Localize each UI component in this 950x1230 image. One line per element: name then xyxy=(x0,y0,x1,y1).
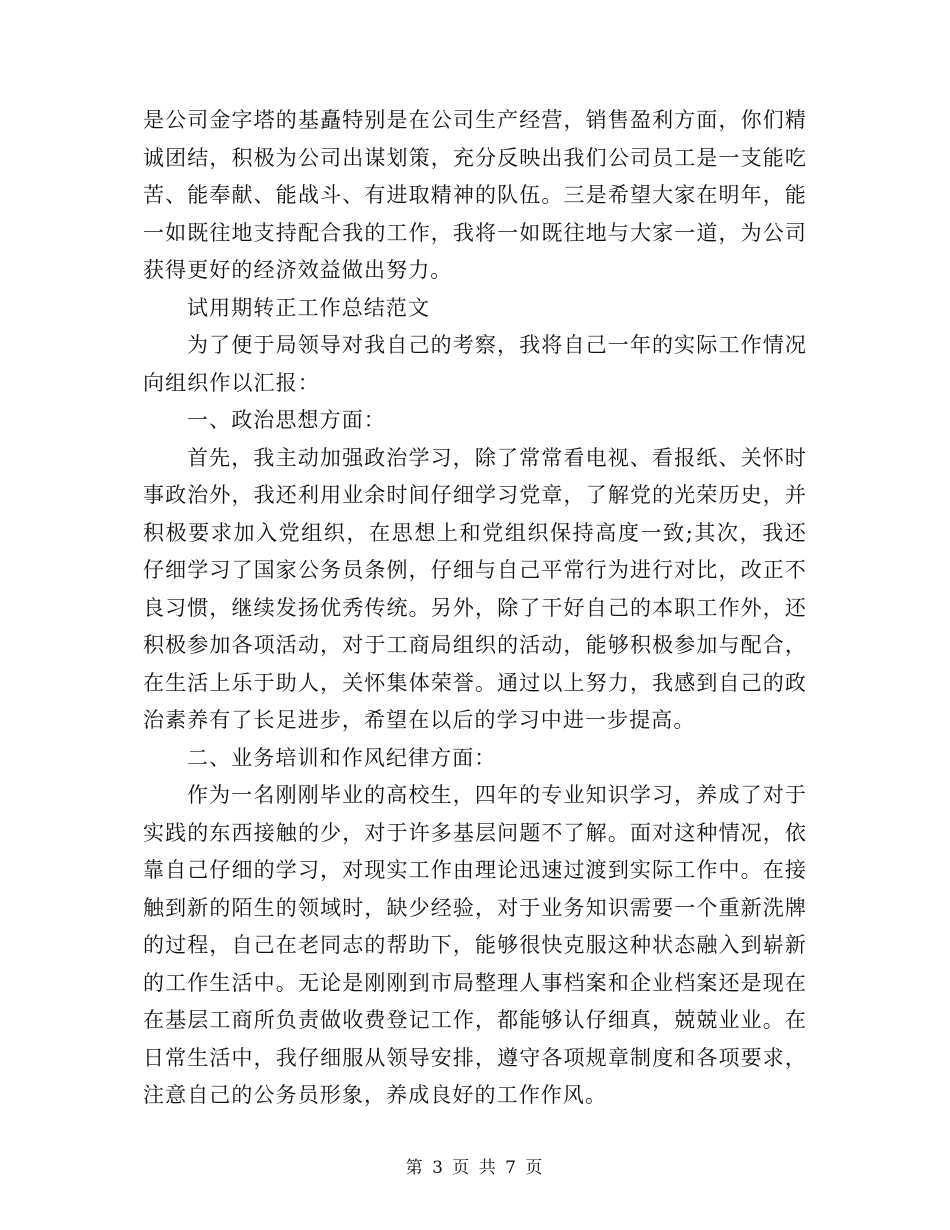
paragraph-opening: 为了便于局领导对我自己的考察，我将自己一年的实际工作情况向组织作以汇报： xyxy=(143,333,807,395)
heading-political-thought: 一、政治思想方面： xyxy=(187,408,386,432)
paragraph-political-thought: 首先，我主动加强政治学习，除了常常看电视、看报纸、关怀时事政治外，我还利用业余时间仔细学习党章，了解党的光荣历史，并积极要求加入党组织，在思想上和党组织保持高度一致;其次，我还仔细学习了国家公务员条例，仔细与自己平常行为进行对比，改正不良习惯，继续发扬优秀传统。另外，除了干好自己的本职工作外，还积极参加各项活动，对于工商局组织的活动，能够积极参加与配合，在生活上乐于助人，关怀集体荣誉。通过以上努力，我感到自己的政治素养有了长足进步，希望在以后的学习中进一步提高。 xyxy=(143,445,807,732)
page-number-footer: 第 3 页 共 7 页 xyxy=(405,1158,545,1178)
heading-business-training: 二、业务培训和作风纪律方面： xyxy=(187,745,497,770)
paragraph-business-training: 作为一名刚刚毕业的高校生，四年的专业知识学习，养成了对于实践的东西接触的少，对于许多基层问题不了解。面对这种情况，依靠自己仔细的学习，对现实工作由理论迅速过渡到实际工作中。在接触到新的陌生的领域时，缺少经验，对于业务知识需要一个重新洗牌的过程，自己在老同志的帮助下，能够很快克服这种状态融入到崭新的工作生活中。无论是刚刚到市局整理人事档案和企业档案还是现在在基层工商所负责做收费登记工作，都能够认仔细真，兢兢业业。在日常生活中，我仔细服从领导安排，遵守各项规章制度和各项要求，注意自己的公务员形象，养成良好的工作作风。 xyxy=(143,783,807,1107)
document-body xyxy=(143,102,807,1115)
paragraph-intro-continued: 是公司金字塔的基矗特别是在公司生产经营，销售盈利方面，你们精诚团结，积极为公司出谋划策，充分反映出我们公司员工是一支能吃苦、能奉献、能战斗、有进取精神的队伍。三是希望大家在明年，能一如既往地支持配合我的工作，我将一如既往地与大家一道，为公司获得更好的经济效益做出努力。 xyxy=(143,108,807,282)
section-title: 试用期转正工作总结范文 xyxy=(187,295,431,320)
